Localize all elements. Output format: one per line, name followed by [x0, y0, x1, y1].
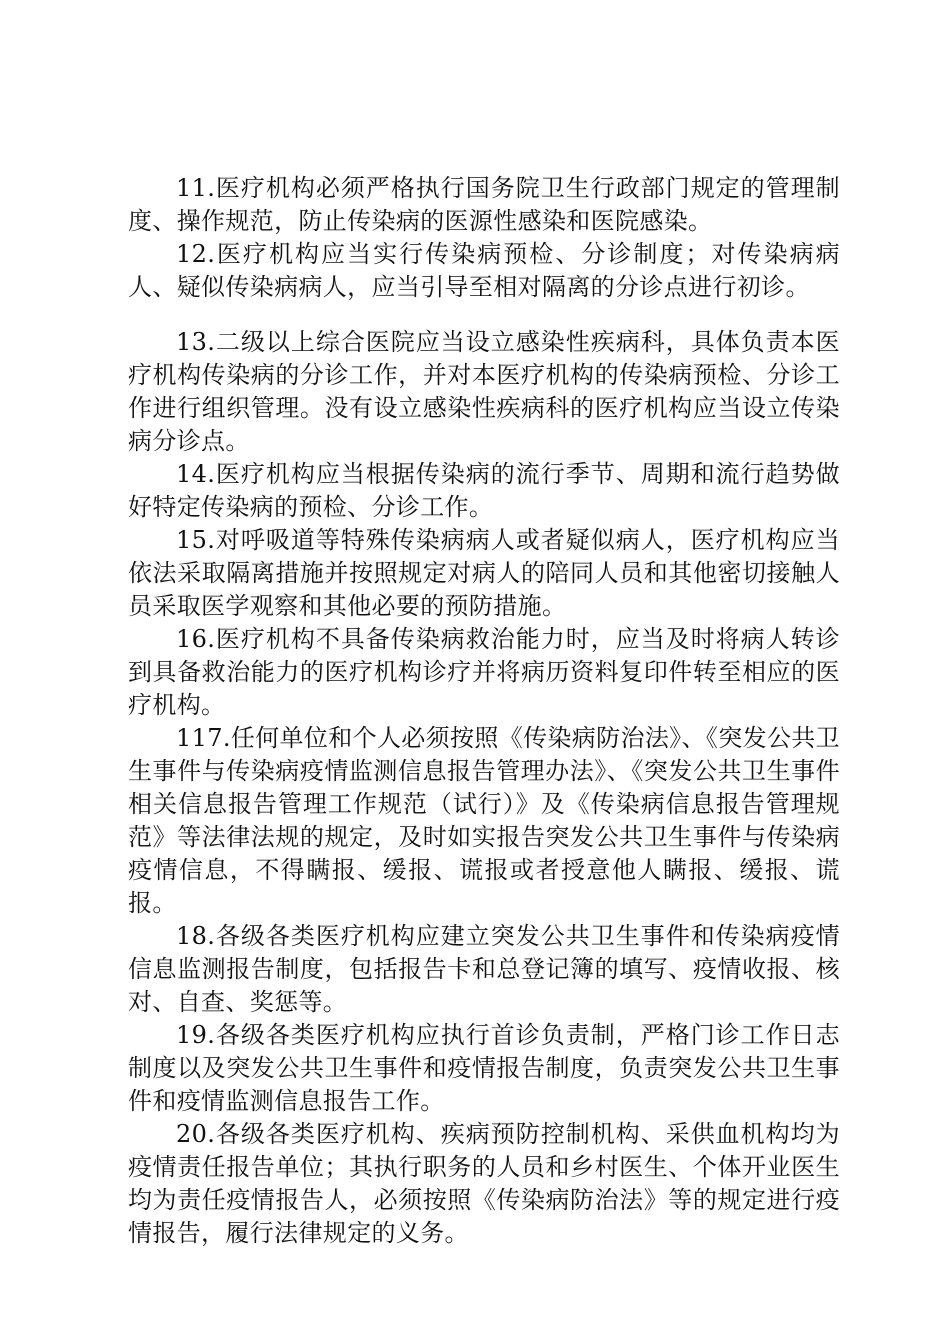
paragraph-11: 11.医疗机构必须严格执行国务院卫生行政部门规定的管理制度、操作规范，防止传染病的医源性感染和医院感染。 [128, 174, 840, 235]
paragraph-19: 19.各级各类医疗机构应执行首诊负责制，严格门诊工作日志制度以及突发公共卫生事件和疫情报告制度，负责突发公共卫生事件和疫情监测信息报告工作。 [128, 1021, 840, 1115]
paragraph-13: 13.二级以上综合医院应当设立感染性疾病科，具体负责本医疗机构传染病的分诊工作，并对本医疗机构的传染病预检、分诊工作进行组织管理。没有设立感染性疾病科的医疗机构应当设立传染病分诊点。 [128, 328, 840, 455]
paragraph-16: 16.医疗机构不具备传染病救治能力时，应当及时将病人转诊到具备救治能力的医疗机构诊疗并将病历资料复印件转至相应的医疗机构。 [128, 625, 840, 719]
paragraph-14: 14.医疗机构应当根据传染病的流行季节、周期和流行趋势做好特定传染病的预检、分诊工作。 [128, 460, 840, 521]
paragraph-117: 117.任何单位和个人必须按照《传染病防治法》、《突发公共卫生事件与传染病疫情监测信息报告管理办法》、《突发公共卫生事件相关信息报告管理工作规范（试行）》及《传染病信息报告管理规范》等法律法规的规定，及时如实报告突发公共卫生事件与传染病疫情信息，不得瞒报、缓报、谎报或者授意他人瞒报、缓报、谎报。 [128, 724, 840, 917]
paragraph-20: 20.各级各类医疗机构、疾病预防控制机构、采供血机构均为疫情责任报告单位；其执行职务的人员和乡村医生、个体开业医生均为责任疫情报告人，必须按照《传染病防治法》等的规定进行疫情报告，履行法律规定的义务。 [128, 1120, 840, 1247]
paragraph-18: 18.各级各类医疗机构应建立突发公共卫生事件和传染病疫情信息监测报告制度，包括报告卡和总登记簿的填写、疫情收报、核对、自查、奖惩等。 [128, 922, 840, 1016]
paragraph-12: 12.医疗机构应当实行传染病预检、分诊制度；对传染病病人、疑似传染病病人，应当引导至相对隔离的分诊点进行初诊。 [128, 240, 840, 301]
document-body [128, 172, 840, 1250]
paragraph-15: 15.对呼吸道等特殊传染病病人或者疑似病人，医疗机构应当依法采取隔离措施并按照规定对病人的陪同人员和其他密切接触人员采取医学观察和其他必要的预防措施。 [128, 526, 840, 620]
paragraph-gap [128, 304, 840, 326]
